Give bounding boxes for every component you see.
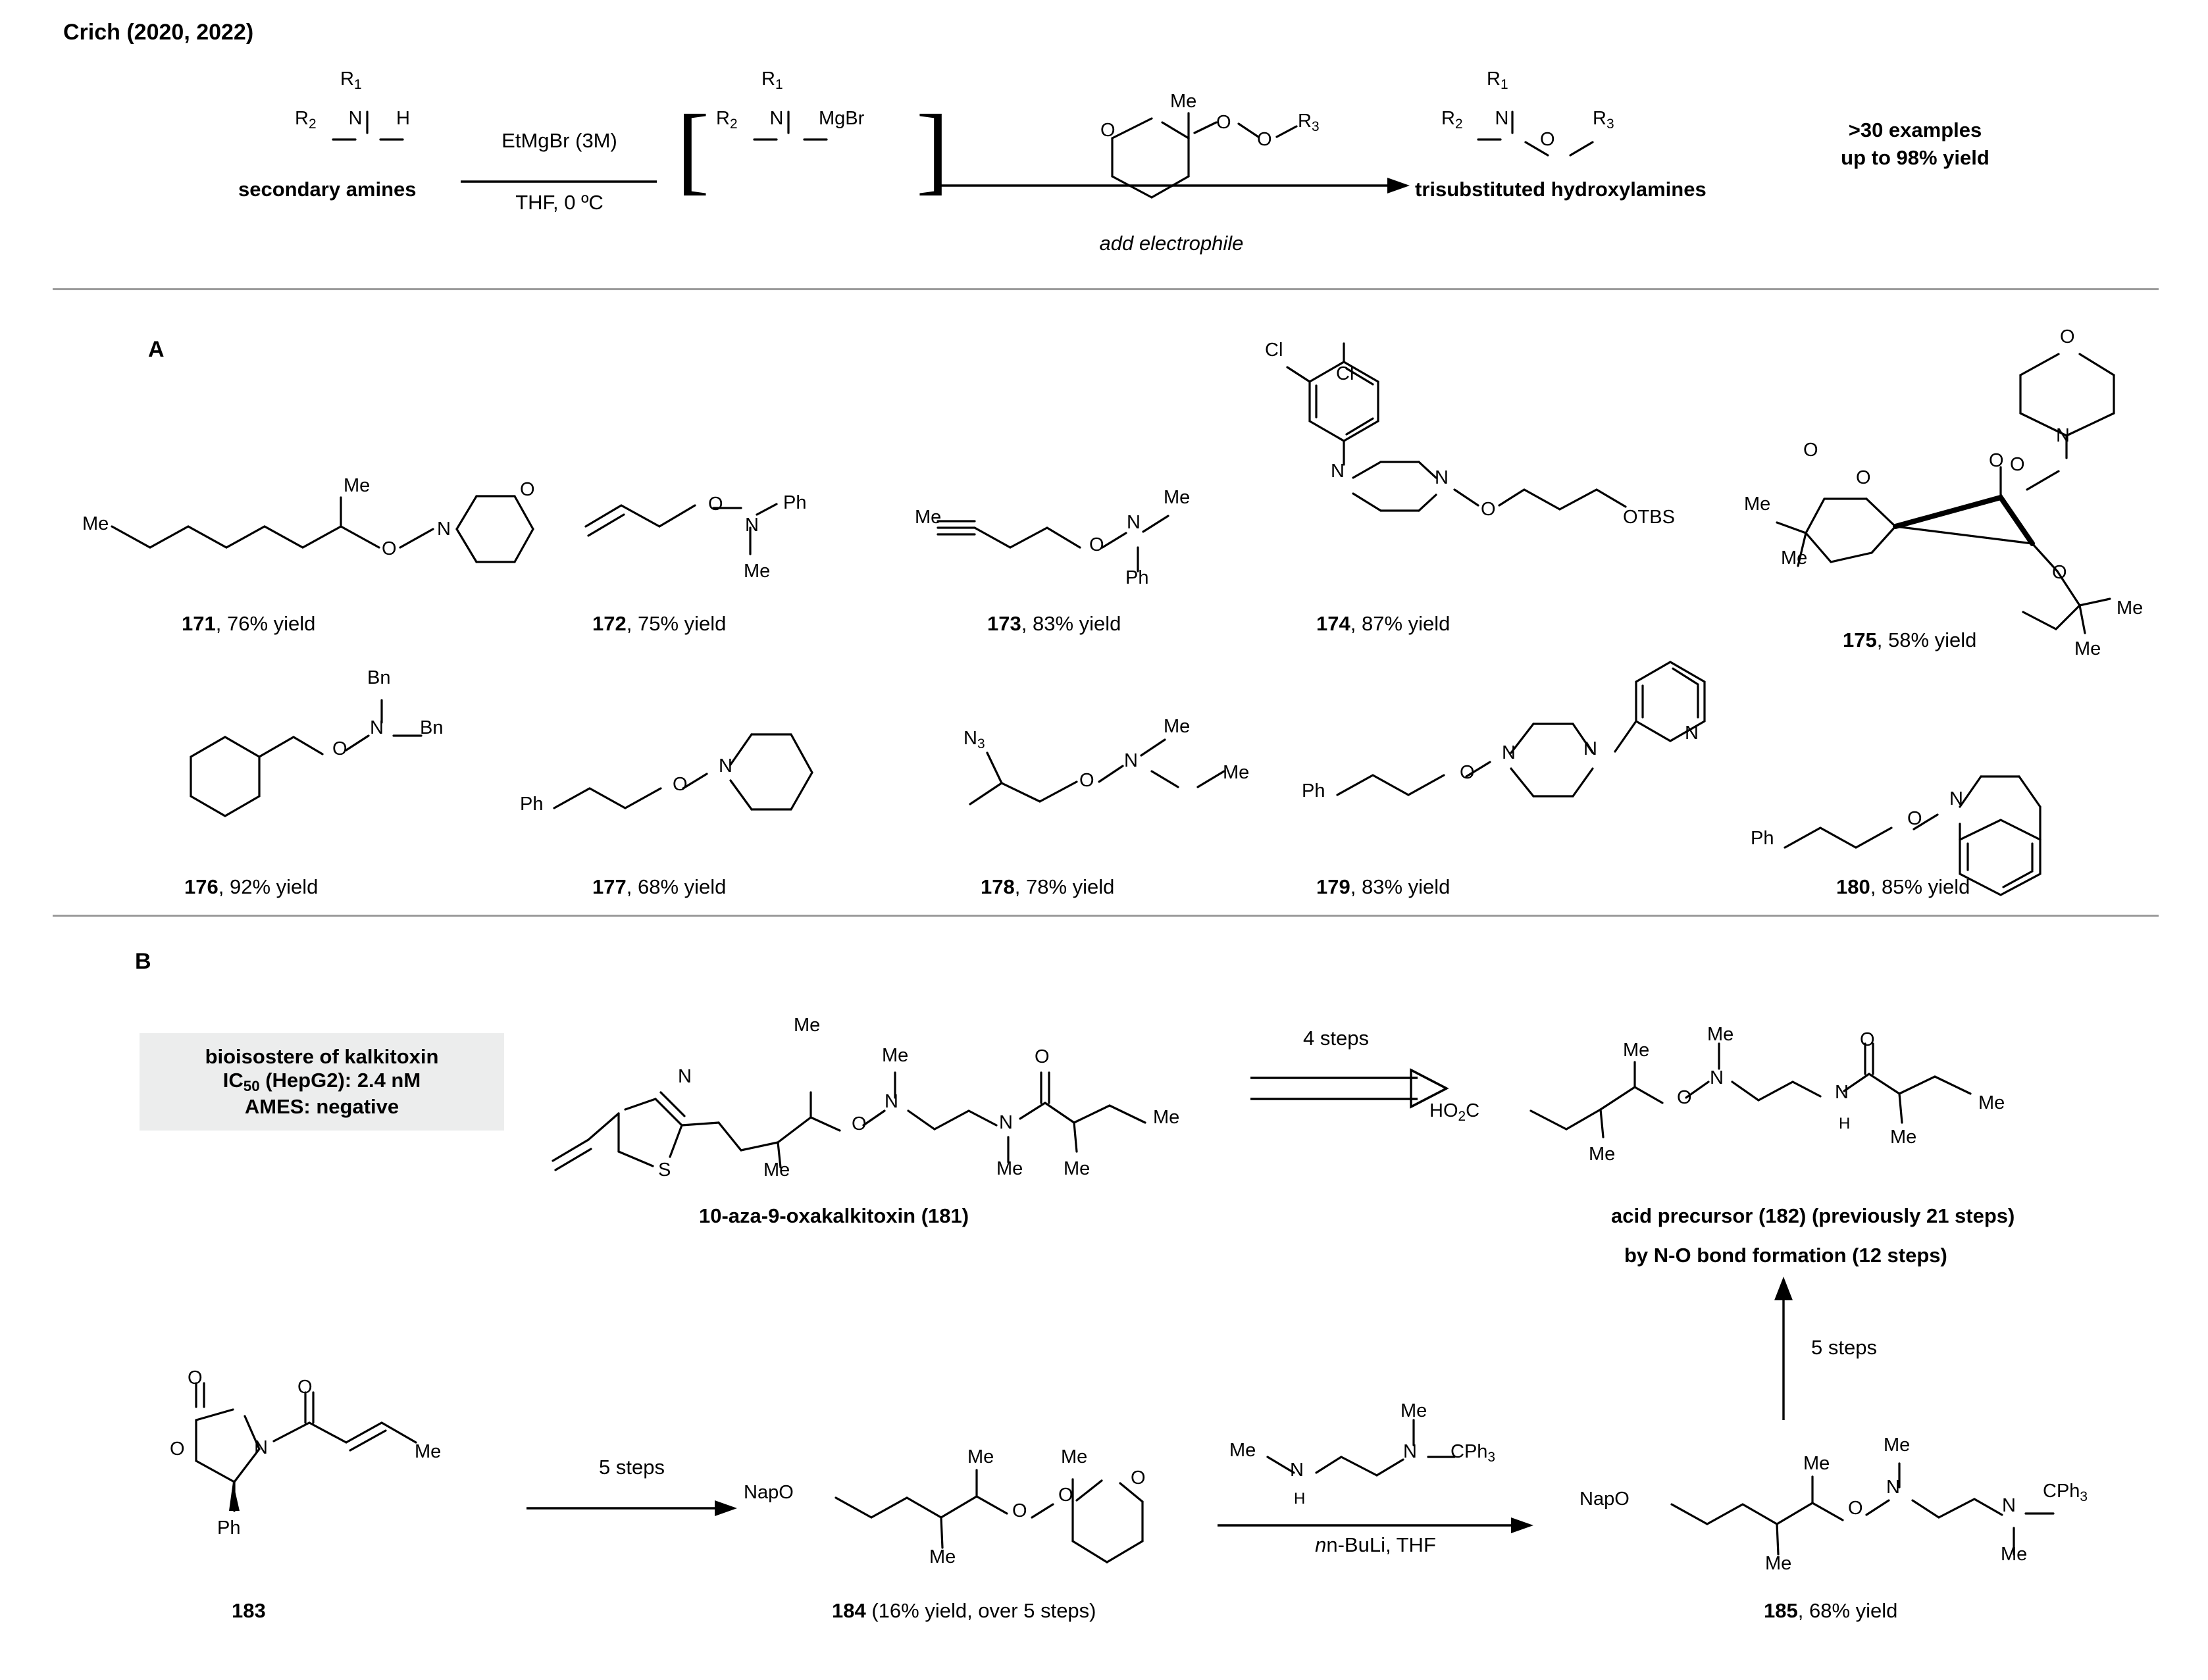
c173-n: N: [1127, 512, 1141, 533]
electrophile-o1-label: O: [1216, 112, 1231, 133]
c185-o: O: [1848, 1498, 1863, 1519]
c184-napo: NapO: [744, 1482, 794, 1503]
c171-o: O: [382, 538, 397, 559]
five-steps-up-arrow: [1764, 1277, 1803, 1421]
compound-183-caption: 183: [232, 1599, 266, 1622]
c175-me-2: Me: [1781, 547, 1808, 569]
c176-bn-top: Bn: [367, 667, 391, 688]
c171-ring-o: O: [520, 479, 535, 500]
c175-o-link: O: [2010, 454, 2025, 475]
c185-me-1: Me: [1803, 1453, 1830, 1474]
c177-o: O: [673, 774, 688, 795]
c172-ph: Ph: [783, 492, 807, 513]
c181-me-1: Me: [763, 1159, 790, 1181]
c178-me-right: Me: [1223, 762, 1250, 783]
compound-180-caption: 180, 85% yield: [1836, 875, 1970, 898]
c172-o: O: [708, 494, 723, 515]
bioisostere-infobox: [140, 1033, 504, 1131]
c182-me-3: Me: [1890, 1127, 1917, 1148]
c181-carbonyl-o: O: [1035, 1046, 1050, 1067]
c175-o-left1: O: [1856, 467, 1871, 488]
c185-me-4: Me: [2001, 1544, 2028, 1565]
magnesium-amide-structure: [711, 92, 921, 184]
c182-n-me: Me: [1707, 1024, 1734, 1045]
magnesium-amide-mgbr-label: MgBr: [819, 108, 865, 129]
product-r1-label: $R_1$: [1487, 68, 1508, 92]
electrophile-r3-label: $R_3$: [1298, 111, 1320, 134]
compound-176-caption: 176, 92% yield: [184, 875, 319, 898]
page-title: Crich (2020, 2022): [63, 20, 254, 45]
compound-175-structure: [1737, 336, 2159, 651]
compound-175-caption: 175, 58% yield: [1843, 628, 1977, 651]
c181-s: S: [658, 1159, 671, 1181]
c175-ring-o: O: [1989, 450, 2004, 471]
reagent-line-1: EtMgBr (3M): [501, 129, 617, 152]
c177-ph: Ph: [520, 794, 544, 815]
amine-reagent-cph3: CPh$_3$: [1451, 1441, 1496, 1465]
compound-174-caption: 174, 87% yield: [1316, 612, 1451, 635]
electrophile-me-label: Me: [1170, 91, 1197, 112]
c174-cl-1: Cl: [1265, 340, 1283, 361]
compound-181-structure: [540, 1000, 1198, 1191]
product-n-label: N: [1495, 108, 1509, 129]
amine-nitrogen-label: N: [348, 108, 363, 129]
c185-napo: NapO: [1579, 1489, 1630, 1510]
c178-azide: $N_3$: [963, 728, 985, 751]
c171-me-left: Me: [82, 513, 109, 534]
bracket-right: ]: [916, 95, 949, 204]
product-o-label: O: [1540, 129, 1555, 150]
c184-me-1: Me: [967, 1446, 994, 1467]
c178-me-top: Me: [1164, 716, 1191, 737]
electrophile-ring-o-label: O: [1100, 120, 1116, 141]
c183-ring-o: O: [170, 1438, 185, 1460]
magnesium-amide-n-label: N: [769, 108, 784, 129]
c181-me-3: Me: [1064, 1158, 1091, 1179]
c185-n-1: N: [1886, 1477, 1900, 1498]
reaction-arrow-1: [461, 178, 658, 186]
c184-me-3: Me: [1061, 1446, 1088, 1467]
magnesium-amide-r1-label: $R_1$: [761, 68, 783, 92]
infobox-line-1: bioisostere of kalkitoxin: [205, 1045, 439, 1068]
c178-o: O: [1079, 770, 1094, 791]
c184-o-1: O: [1012, 1500, 1027, 1521]
c181-n-1: N: [885, 1091, 898, 1112]
c184-ring-o: O: [1131, 1467, 1146, 1489]
compound-178-caption: 178, 78% yield: [981, 875, 1115, 898]
compound-172-caption: 172, 75% yield: [592, 612, 727, 635]
compound-171-caption: 171, 76% yield: [182, 612, 316, 635]
c182-o-link: O: [1677, 1087, 1692, 1108]
c174-n-1: N: [1331, 461, 1345, 482]
c185-me-2: Me: [1765, 1553, 1792, 1574]
add-electrophile-note: add electrophile: [1099, 232, 1244, 255]
c180-o: O: [1907, 808, 1922, 829]
c175-n: N: [2056, 425, 2070, 446]
c179-ph: Ph: [1302, 780, 1325, 802]
reagent-line-2: THF, 0 ºC: [515, 191, 603, 214]
compound-177-caption: 177, 68% yield: [592, 875, 727, 898]
c185-n-2: N: [2002, 1495, 2016, 1516]
c182-n-2: N: [1835, 1082, 1849, 1103]
compound-173-caption: 173, 83% yield: [987, 612, 1121, 635]
c175-morpholine-o: O: [2060, 326, 2075, 347]
amine-reagent-n-1: N: [1290, 1460, 1304, 1481]
magnesium-amide-r2-label: $R_2$: [716, 108, 738, 132]
c179-n1: N: [1502, 742, 1516, 763]
amine-r2-label: $R_2$: [295, 108, 317, 132]
compound-179-caption: 179, 83% yield: [1316, 875, 1451, 898]
product-caption: trisubstituted hydroxylamines: [1415, 178, 1707, 201]
compound-174-structure: [1231, 342, 1731, 605]
c181-me-4: Me: [1153, 1107, 1180, 1128]
divider-2: [53, 915, 2159, 917]
c185-me-3: Me: [1884, 1435, 1911, 1456]
c174-cl-2: Cl: [1336, 363, 1354, 384]
c178-n: N: [1124, 750, 1138, 771]
n-o-bond-formation-note: by N-O bond formation (12 steps): [1624, 1244, 1947, 1267]
c182-n-1: N: [1710, 1067, 1724, 1088]
product-r2-label: $R_2$: [1441, 108, 1463, 132]
divider-1: [53, 288, 2159, 290]
bracket-left: [: [677, 95, 709, 204]
amine-h-label: H: [396, 108, 410, 129]
five-steps-label-1: 5 steps: [599, 1456, 665, 1479]
c171-n: N: [437, 519, 451, 540]
c173-ph: Ph: [1125, 567, 1149, 588]
nbuli-reagent-label: nn-BuLi, THF: [1315, 1533, 1436, 1556]
amine-reagent-n-2: N: [1403, 1441, 1417, 1462]
five-steps-up-label: 5 steps: [1811, 1336, 1877, 1359]
c182-me-1: Me: [1623, 1040, 1650, 1061]
compound-185-caption: 185, 68% yield: [1764, 1599, 1898, 1622]
c183-carbonyl-o-1: O: [188, 1367, 203, 1388]
c181-n-2: N: [999, 1112, 1013, 1133]
amine-reagent-me-1: Me: [1229, 1440, 1256, 1461]
c180-ph: Ph: [1751, 828, 1774, 849]
electrophile-o2-label: O: [1257, 129, 1272, 150]
c179-o: O: [1460, 762, 1475, 783]
c173-o: O: [1089, 534, 1104, 555]
product-r3-label: $R_3$: [1593, 108, 1614, 132]
secondary-amines-caption: secondary amines: [238, 178, 417, 201]
c175-o-left2: O: [1803, 440, 1818, 461]
compound-183-structure: [118, 1369, 487, 1579]
scope-line-1: >30 examples: [1848, 118, 1982, 141]
c180-n: N: [1949, 788, 1963, 809]
c184-me-2: Me: [929, 1546, 956, 1567]
amine-r1-label: $R_1$: [340, 68, 362, 92]
compound-182-caption: acid precursor (182) (previously 21 steps): [1611, 1204, 2015, 1227]
compound-184-structure: [744, 1402, 1204, 1599]
four-steps-label: 4 steps: [1303, 1027, 1369, 1050]
c175-me-1: Me: [1744, 494, 1771, 515]
c174-n-2: N: [1435, 467, 1449, 488]
c171-me-top: Me: [344, 475, 371, 496]
compound-182-structure: [1501, 1027, 2106, 1198]
c182-carboxylic-acid: $HO_2C$: [1429, 1100, 1480, 1124]
c179-pyridine-n: N: [1685, 723, 1699, 744]
arrow-nbuli: [1218, 1517, 1533, 1533]
scope-line-2: up to 98% yield: [1841, 146, 1990, 169]
compound-180-structure: [1751, 711, 2145, 869]
c182-nh: H: [1839, 1115, 1851, 1133]
c182-me-4: Me: [1978, 1092, 2005, 1113]
c185-cph3: CPh$_3$: [2043, 1481, 2088, 1504]
electrophile-structure: [1060, 99, 1336, 204]
c183-carbonyl-o-2: O: [297, 1377, 313, 1398]
c175-me-4: Me: [2074, 638, 2101, 659]
c174-o: O: [1481, 499, 1496, 520]
compound-178-structure: [948, 698, 1264, 842]
c183-me: Me: [415, 1441, 442, 1462]
c172-me: Me: [744, 561, 771, 582]
four-steps-arrow: [1250, 1066, 1448, 1112]
c176-bn-right: Bn: [420, 717, 444, 738]
arrow-5-steps: [526, 1500, 737, 1516]
c176-o: O: [332, 738, 347, 759]
compound-184-caption: 184 (16% yield, over 5 steps): [832, 1599, 1096, 1622]
c177-n: N: [719, 755, 732, 776]
panel-b-label: B: [135, 949, 151, 974]
amine-reagent-me-2: Me: [1400, 1400, 1427, 1421]
infobox-line-3: AMES: negative: [244, 1095, 399, 1119]
c172-n: N: [745, 515, 759, 536]
c183-n: N: [254, 1437, 268, 1458]
c175-me-3: Me: [2117, 598, 2144, 619]
c181-n2-me: Me: [996, 1158, 1023, 1179]
c176-n: N: [370, 717, 384, 738]
compound-171-structure: [72, 454, 520, 586]
c175-o-right: O: [2052, 562, 2067, 583]
c181-o-link: O: [852, 1113, 867, 1134]
panel-a-label: A: [148, 337, 165, 362]
c182-carbonyl-o: O: [1860, 1029, 1875, 1050]
c173-me2: Me: [1164, 487, 1191, 508]
c181-n-me: Me: [882, 1045, 909, 1066]
c183-ph: Ph: [217, 1517, 241, 1539]
infobox-line-2: $IC_{50}$ (HepG2): 2.4 nM: [222, 1069, 421, 1095]
c182-me-2: Me: [1589, 1144, 1616, 1165]
c179-n2: N: [1583, 738, 1597, 759]
c181-thiazoline-n: N: [678, 1066, 692, 1087]
amine-reagent-h: H: [1294, 1490, 1306, 1508]
compound-172-structure: [579, 480, 816, 599]
c181-me-2: Me: [794, 1015, 821, 1036]
c174-otbs: OTBS: [1623, 507, 1675, 528]
compound-176-structure: [165, 671, 467, 842]
c173-me: Me: [915, 507, 942, 528]
c184-o-2: O: [1058, 1485, 1073, 1506]
compound-181-caption: 10-aza-9-oxakalkitoxin (181): [699, 1204, 969, 1227]
